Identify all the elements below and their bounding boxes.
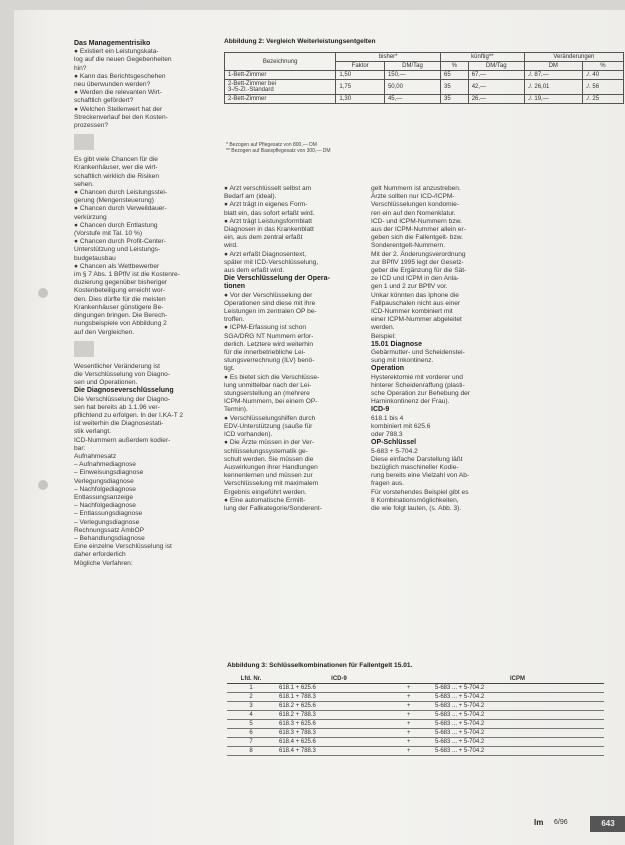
table-cell: 150,— bbox=[384, 71, 440, 80]
table-header: ICD-9 bbox=[275, 675, 403, 684]
table-notes: * Bezogen auf Pflegesatz von 800,— DM ** Bezogen auf Basispflegesatz von 300,— DM bbox=[226, 142, 331, 154]
table-cell: + bbox=[403, 711, 431, 720]
table-cell: 2-Bett-Zimmer bei 3-/5-ZI.-Standard bbox=[225, 80, 336, 95]
text-column-right bbox=[371, 185, 513, 513]
table-cell: 618.1 + 788.3 bbox=[275, 693, 403, 702]
table-cell: 5 bbox=[227, 720, 275, 729]
paragraph: ● Verschlüsselungshilfen durch EDV-Unterstützung (sauße für ICD vorhanden). bbox=[224, 414, 316, 439]
table-cell: 1,75 bbox=[336, 80, 385, 95]
paragraph: ● Arzt erfaßt Diagnosentext, später mit ICD-Verschlüsselung, aus dem erfaßt wird. bbox=[224, 250, 319, 275]
table-cell: 5-683 ... + 5-704.2 bbox=[431, 693, 604, 702]
page-footer bbox=[534, 816, 625, 832]
paragraph: ● Welchen Stellenwert hat der Streckenverlauf bei den Kosten- prozessen? bbox=[74, 105, 168, 130]
paragraph: ● Chancen durch Entlastung (Vorstufe mit Tal. 10 %) bbox=[74, 221, 158, 238]
table-cell: 1-Bett-Zimmer bbox=[225, 71, 336, 80]
table-row bbox=[227, 738, 604, 747]
table-cell: 5-683 ... + 5-704.2 bbox=[431, 738, 604, 747]
paragraph: Mit der 2. Änderungsverordnung zur BPflV 1995 legt der Gesetz- geber die Ergänzung für die Sät- ze ICD und ICPM in den Anla- gen 1 und 2 zur BPflV vor. Unkar könnten das Iphone die Fallpauschalen nicht aus einer ICD-Nummer kombiniert mit einer ICPM-Nummer abgeleitet werden. bbox=[371, 250, 467, 332]
paragraph: ● Chancen durch Verweildauer- verkürzung bbox=[74, 205, 167, 221]
section-marker bbox=[74, 341, 94, 357]
paragraph: 618.1 bis 4 kombiniert mit 625.6 oder 788.3 bbox=[371, 414, 431, 439]
paragraph: Aufnahmesatz – Aufnahmediagnose – Einweisungsdiagnose Verlegungsdiagnose – Nachfolgediagnose Entlassungsanzeige – Nachfolgediagnose – Entlassungsdiagnose – Verlegungsdiagnose Rechnungssatz AmbOP – Behandlungsdiagnose Eine einzelne Verschlüsselung ist daher erforderlich Mögliche Verfahren: bbox=[74, 452, 172, 567]
table-cell: 7 bbox=[227, 738, 275, 747]
table-cell: ./. 26,01 bbox=[524, 80, 582, 95]
table-cell: 1,50 bbox=[336, 71, 385, 80]
table-cell: 5-683 ... + 5-704.2 bbox=[431, 729, 604, 738]
table-cell: ./. 19,— bbox=[524, 95, 582, 104]
table-cell: 50,00 bbox=[384, 80, 440, 95]
paragraph: ● Chancen durch Leistungsstei- gerung (Mengensteuerung) bbox=[74, 189, 168, 205]
table-cell: + bbox=[403, 747, 431, 756]
section-heading: ICD-9 bbox=[371, 406, 390, 414]
table-cell: 5-683 ... + 5-704.2 bbox=[431, 702, 604, 711]
paragraph: ICD-Nummern außerdem kodier- bar: bbox=[74, 436, 171, 452]
text-column-left bbox=[74, 40, 199, 568]
section-heading: Das Managementrisiko bbox=[74, 40, 151, 47]
paragraph: Hysterektomie mit vorderer und hinterer Scheidenraffung (plasti- sche Operation zur Behebung der Harninkontinenz der Frau). bbox=[371, 373, 470, 406]
table-cell: 67,— bbox=[468, 71, 524, 80]
table-cell: 65 bbox=[440, 71, 468, 80]
table-cell: 35 bbox=[440, 80, 468, 95]
paragraph: ● Werden die relevanten Wirt- schaftlich gefördert? bbox=[74, 89, 162, 105]
table-header: Lfd. Nr. bbox=[227, 675, 275, 684]
table-cell: 5-683 ... + 5-704.2 bbox=[431, 720, 604, 729]
text-column-middle bbox=[224, 185, 366, 513]
paragraph: ● Existiert ein Leistungskata- log auf die neuen Gegebenheiten hin? bbox=[74, 48, 172, 72]
section-heading: Operation bbox=[371, 365, 405, 373]
table-cell: 5-683 ... + 5-704.2 bbox=[431, 684, 604, 693]
table-cell: 618.3 + 625.6 bbox=[275, 720, 403, 729]
paragraph: ● Vor der Verschlüsselung der Operationen sind diese mit ihre Leistungen im zentralen OP be- troffen. bbox=[224, 291, 317, 324]
comparison-table bbox=[224, 52, 624, 104]
paragraph: ● ICPM-Erfassung ist schon SGA/DRG NT Nummern erfor- derlich. Letztere wird weiterhin für die innerbetriebliche Lei- stungsverrechnung (ILV) benö- tigt. bbox=[224, 324, 315, 373]
table-header: % bbox=[582, 62, 623, 71]
table-row bbox=[227, 711, 604, 720]
table-cell: + bbox=[403, 684, 431, 693]
table-cell: 42,— bbox=[468, 80, 524, 95]
table-cell: 618.4 + 788.3 bbox=[275, 747, 403, 756]
table-cell: + bbox=[403, 720, 431, 729]
table-cell: 45,— bbox=[384, 95, 440, 104]
paragraph: ● Eine automatische Ermitt- lung der Fallkategorie/Sonderent- bbox=[224, 496, 322, 512]
table-row bbox=[225, 71, 624, 80]
table-header: DM/Tag bbox=[384, 62, 440, 71]
paragraph: ● Arzt trägt in eigenes Form- blatt ein, das sofort erfaßt wird. bbox=[224, 201, 315, 217]
paragraph: 5-683 + 5-704.2 Diese einfache Darstellung läßt bezüglich maschineller Kodie- rung bereits eine Vielzahl von Ab- fragen aus. bbox=[371, 447, 470, 488]
page-number: 643 bbox=[590, 816, 625, 832]
figure3-title: Abbildung 3: Schlüsselkombinationen für Fallentgelt 15.01. bbox=[227, 662, 413, 669]
table-cell: 618.2 + 625.6 bbox=[275, 702, 403, 711]
table-header: DM/Tag bbox=[468, 62, 524, 71]
section-marker bbox=[74, 134, 94, 150]
table-cell: 35 bbox=[440, 95, 468, 104]
table-cell: 6 bbox=[227, 729, 275, 738]
issue-number: 6/96 bbox=[554, 819, 568, 826]
table-row bbox=[225, 80, 624, 95]
table-row bbox=[225, 95, 624, 104]
punch-hole bbox=[38, 288, 48, 298]
paragraph: ● Kann das Berichtsgeschehen neu überwunden werden? bbox=[74, 72, 166, 89]
table-cell: 26,— bbox=[468, 95, 524, 104]
document-page bbox=[14, 10, 625, 845]
table-cell: 5-683 ... + 5-704.2 bbox=[431, 711, 604, 720]
paragraph: Wesentlicher Veränderung ist die Verschlüsselung von Diagno- sen und Operationen. bbox=[74, 362, 171, 387]
table-cell: 618.4 + 625.6 bbox=[275, 738, 403, 747]
table-cell: + bbox=[403, 729, 431, 738]
paragraph: Beispiel: bbox=[371, 332, 396, 340]
paragraph: ● Chancen als Wettbewerber im § 7 Abs. 1 BPflV ist die Kostenre- duzierung gegenüber bisheriger Kostenbeteiligung erreicht wor- den. Dies dürfte für die meisten Krankenhäuser günstigere Be- dingungen bringen. Die Berech- nungsbeispiele von Abbildung 2 auf den Vergleichen. bbox=[74, 262, 180, 336]
paragraph: ● Arzt trägt Leistungsformblatt Diagnosen in das Krankenblatt ein, aus dem zentral erfaßt wird. bbox=[224, 217, 314, 250]
table-cell: 5-683 ... + 5-704.2 bbox=[431, 747, 604, 756]
paragraph: ● Es bietet sich die Verschlüsse- lung unmittelbar nach der Lei- stungserstellung an (mehrere ICPM-Nummern, bei einem OP- Termin). bbox=[224, 373, 320, 414]
table-row bbox=[227, 684, 604, 693]
table-header: % bbox=[440, 62, 468, 71]
table-cell: 3 bbox=[227, 702, 275, 711]
section-heading: Die Verschlüsselung der Opera- tionen bbox=[224, 275, 330, 291]
table-header: Faktor bbox=[336, 62, 385, 71]
magazine-logo: lm bbox=[534, 818, 544, 827]
table-header: DM bbox=[524, 62, 582, 71]
table-row bbox=[227, 747, 604, 756]
table-cell: ./. 87,— bbox=[524, 71, 582, 80]
table-cell: ./. 56 bbox=[582, 80, 623, 95]
table-row bbox=[227, 702, 604, 711]
table-header: ICPM bbox=[431, 675, 604, 684]
table-group-header: bisher* bbox=[336, 53, 441, 62]
table-cell: ./. 25 bbox=[582, 95, 623, 104]
table-cell: 2 bbox=[227, 693, 275, 702]
table-row bbox=[227, 729, 604, 738]
table-cell: 1,30 bbox=[336, 95, 385, 104]
paragraph: ● Arzt verschlüsselt selbst am Bedarf am (ideal). bbox=[224, 185, 312, 201]
table-cell: 4 bbox=[227, 711, 275, 720]
table-row bbox=[227, 720, 604, 729]
table-cell: 2-Bett-Zimmer bbox=[225, 95, 336, 104]
punch-hole bbox=[38, 480, 48, 490]
table-cell: 618.3 + 788.3 bbox=[275, 729, 403, 738]
combination-table bbox=[227, 675, 604, 756]
section-heading: OP-Schlüssel bbox=[371, 439, 417, 447]
table-cell: + bbox=[403, 738, 431, 747]
paragraph: Es gibt viele Chancen für die Krankenhäuser, wer die wirt- schaftlich wirklich die Risiken sehen. bbox=[74, 156, 160, 188]
paragraph: Gebärmutter- und Scheidenstei- sung mit Inkontinenz. bbox=[371, 349, 465, 365]
section-heading: Die Diagnoseverschlüsselung bbox=[74, 387, 174, 395]
table-cell: 8 bbox=[227, 747, 275, 756]
table-row bbox=[227, 693, 604, 702]
paragraph: gelt Nummern ist anzustreben. Ärzte sollten nur ICD-/ICPM- Verschlüsselungen kondomie- ren ein auf den Nomenklatur. ICD- und ICPM-Nummern bzw. aus der ICPM-Nummer allein er- geben sich die Fallentgelt- bzw. Sonderentgelt-Nummern. bbox=[371, 185, 466, 250]
table-cell: 618.1 + 625.6 bbox=[275, 684, 403, 693]
table-cell: + bbox=[403, 693, 431, 702]
paragraph: ● Chancen durch Profit-Center- Unterstützung und Leistungs- budgetausbau bbox=[74, 238, 166, 262]
section-heading: 15.01 Diagnose bbox=[371, 340, 422, 348]
table-cell: + bbox=[403, 702, 431, 711]
paragraph: Für vorstehendes Beispiel gibt es 8 Kombinationsmöglichkeiten, die wie folgt lauten, (s. Abb. 3). bbox=[371, 488, 469, 512]
table-group-header: Veränderungen bbox=[524, 53, 623, 62]
table-cell: ./. 40 bbox=[582, 71, 623, 80]
table-group-header: künftig** bbox=[440, 53, 524, 62]
paragraph: Die Verschlüsselung der Diagno- sen hat bereits ab 1.1.96 ver- pflichtend zu erfolgen. In der I.KA-T 2 ist weiterhin die Diagnosestati- stik verlangt. bbox=[74, 395, 184, 436]
table-cell: 618.2 + 788.3 bbox=[275, 711, 403, 720]
paragraph: ● Die Ärzte müssen in der Ver- schlüsselungssystematik ge- schult werden. Sie müssen die Auswirkungen ihrer Handlungen kennenlernen und müssen zur Verschlüsselung mit maximalem Ergebnis eingeführt werden. bbox=[224, 439, 319, 496]
table-cell: 1 bbox=[227, 684, 275, 693]
table-header: Bezeichnung bbox=[225, 53, 336, 71]
figure2-title: Abbildung 2: Vergleich Weiterleistungsentgelten bbox=[224, 38, 376, 45]
